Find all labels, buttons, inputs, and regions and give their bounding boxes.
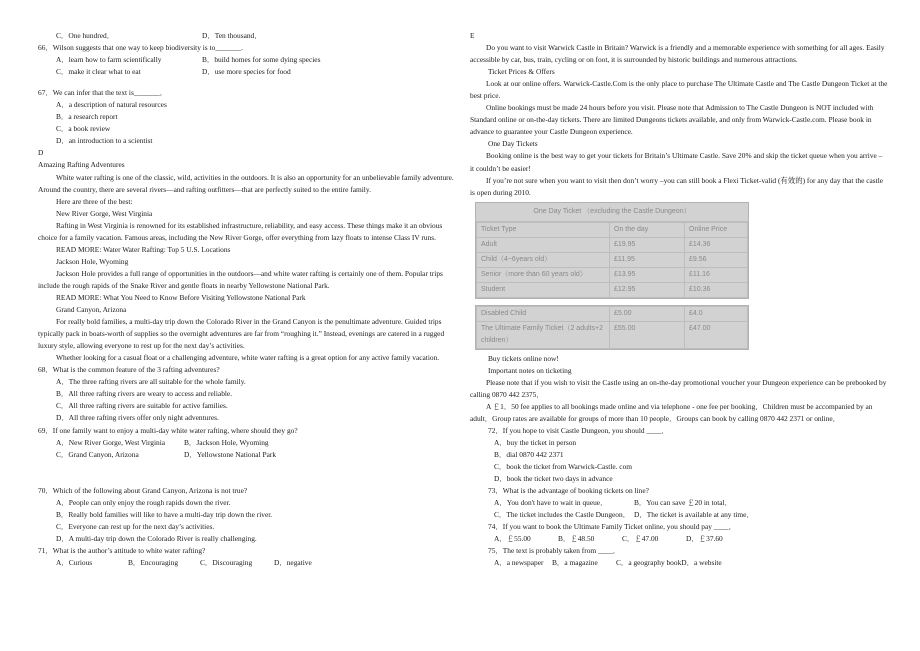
q69-option-b: B．Jackson Hole, Wyoming — [184, 437, 269, 447]
table-cell: Student — [477, 282, 610, 297]
q68-stem: 68．What is the common feature of the 3 rafting adventures? — [38, 365, 220, 375]
q75-option-cd: C．a geography bookD．a website — [616, 558, 722, 568]
q72-option-b: B．dial 0870 442 2371 — [494, 450, 564, 460]
q71-option-b: B．Encouraging — [128, 557, 179, 567]
left-column — [38, 30, 456, 569]
q66-option-a: A．learn how to farm scientifically — [56, 55, 162, 65]
q68-option-c: C．All three rafting rivers are suitable for active families. — [56, 401, 228, 411]
passage-paragraph: Booking online is the best way to get your tickets for Britain’s Ultimate Castle. Save 20% and skip the ticket queue when you arrive – it couldn’t be easier! — [470, 151, 883, 173]
table-cell: £19.95 — [610, 237, 685, 252]
q68-option-b: B．All three rafting rivers are weary to access and reliable. — [56, 389, 233, 399]
q67-option-c: C．a book review — [56, 124, 111, 134]
passage-paragraph: Whether looking for a casual float or a challenging adventure, white water rafting is a great option for any active family vacation. — [56, 353, 440, 363]
passage-subheading: Buy tickets online now! — [488, 353, 559, 363]
q70-option-d: D．A multi-day trip down the Colorado River is really challenging. — [56, 533, 257, 543]
q69-options-ab — [38, 437, 456, 449]
table-row — [477, 237, 748, 252]
table-cell: £5.00 — [610, 306, 685, 321]
table-cell: Disabled Child — [477, 306, 610, 321]
passage-paragraph: For really bold families, a multi-day trip down the Colorado River in the Grand Canyon is the penultimate adventure. Guided trips typically pack in boats-worth of supplies so the overnight adventures are far from “roughing it.” Instead, evenings are catered in a rugged luxury style, allowing everyone to rest up for the next day’s activities. — [38, 317, 445, 351]
passage-paragraph: Online bookings must be made 24 hours before you visit. Please note that Admission to The Castle Dungeon is NOT included with Standard online or on-the-day tickets. There are limited Dungeons tickets available, and only from Warwick-Castle.com. Please book in advance to guarantee your Castle Dungeon experience. — [470, 103, 874, 137]
passage-paragraph: Do you want to visit Warwick Castle in Britain? Warwick is a friendly and a memorable experience with something for all ages. Easily accessible by car, bus, train, cycling or on foot, it is surrounded by historic buildings and numerous attractions. — [470, 43, 885, 65]
ticket-table-extra — [476, 306, 748, 349]
ticket-price-table-extra — [475, 305, 749, 350]
table-header: Ticket Type — [477, 222, 610, 237]
right-column — [470, 30, 888, 570]
q67-option-d: D．an introduction to a scientist — [56, 136, 153, 146]
table-cell: £11.95 — [610, 252, 685, 267]
q69-option-c: C．Grand Canyon, Arizona — [56, 449, 139, 459]
q70-stem: 70．Which of the following about Grand Canyon, Arizona is not true? — [38, 485, 248, 495]
table-cell: £13.95 — [610, 267, 685, 282]
q70-option-b: B．Really bold families will like to have a multi-day trip down the river. — [56, 509, 273, 519]
q74-options — [470, 533, 888, 545]
q72-option-c: C．book the ticket from Warwick-Castle. com — [494, 462, 633, 472]
table-cell: £55.00 — [610, 321, 685, 348]
q74-option-d: D．￡37.60 — [686, 534, 723, 544]
q74-stem: 74．If you want to book the Ultimate Family Ticket online, you should pay ____． — [488, 522, 736, 532]
q73-option-d: D．The ticket is available at any time． — [634, 510, 754, 520]
q66-option-d: D．use more species for food — [202, 67, 291, 77]
q72-option-d: D．book the ticket two days in advance — [494, 474, 613, 484]
q67-option-b: B．a research report — [56, 112, 118, 122]
passage-paragraph: Here are three of the best: — [56, 196, 133, 206]
q73-option-b: B．You can save ￡20 in total． — [634, 498, 732, 508]
passage-letter: D — [38, 148, 44, 158]
read-more-line: READ MORE: Water Water Rafting: Top 5 U.S. Locations — [56, 244, 231, 254]
passage-letter: E — [470, 31, 475, 40]
q69-option-d: D．Yellowstone National Park — [184, 449, 277, 459]
read-more-line: READ MORE: What You Need to Know Before Visiting Yellowstone National Park — [56, 292, 306, 302]
table-cell: Adult — [477, 237, 610, 252]
q72-option-a: A．buy the ticket in person — [494, 437, 577, 447]
table-header: Online Price — [685, 222, 748, 237]
table-cell: £47.00 — [685, 321, 748, 348]
ticket-price-table — [475, 202, 749, 299]
q67-option-a: A．a description of natural resources — [56, 100, 167, 110]
table-cell: £10.36 — [685, 282, 748, 297]
passage-paragraph: A ￡1．50 fee applies to all bookings made online and via telephone - one fee per booking．Children must be accompanied by an adult．Group rates are available for groups of more than 10 people．Groups can book by calling 0870 442 2371 or online． — [470, 401, 873, 423]
q73-options-ab — [470, 497, 888, 509]
table-row — [477, 282, 748, 297]
passage-paragraph: If you’re not sure when you want to visit then don’t worry –you can still book a Flexi Ticket-valid (有效的) for any day that the castle is open during 2010. — [470, 175, 884, 197]
table-cell: £9.56 — [685, 252, 748, 267]
q74-option-c: C．￡47.00 — [622, 534, 659, 544]
table-cell: Senior（more than 60 years old） — [477, 267, 610, 282]
table-header: On the day — [610, 222, 685, 237]
q67-stem: 67．We can infer that the text is_______． — [38, 88, 168, 98]
table-caption: One Day Ticket （excluding the Castle Dungeon） — [476, 203, 748, 222]
passage-subheading: Important notes on ticketing — [488, 365, 572, 375]
option-d: D．Ten thousand． — [202, 31, 262, 40]
passage-paragraph: Jackson Hole provides a full range of opportunities in the outdoors—and white water rafting is certainly one of them. Popular trips include the rough rapids of the Snake River and gentle floats in nearby Yellowstone National Park. — [38, 268, 443, 290]
table-cell: £12.95 — [610, 282, 685, 297]
table-row — [477, 321, 748, 348]
passage-paragraph: White water rafting is one of the classic, wild, activities in the outdoors. It is also an opportunity for an unbelievable family adventure. Around the country, there are several rivers—and rafting outfitters—that are perfectly suited to the entire family. — [38, 172, 454, 194]
passage-subheading: Ticket Prices & Offers — [488, 67, 555, 77]
q70-option-c: C．Everyone can rest up for the next day’s activities. — [56, 521, 215, 531]
q69-option-a: A．New River Gorge, West Virginia — [56, 437, 166, 447]
table-row — [477, 306, 748, 321]
table-cell: £4.0 — [685, 306, 748, 321]
q71-option-a: A．Curious — [56, 557, 93, 567]
q73-option-a: A．You don't have to wait in queue． — [494, 498, 608, 508]
q68-option-a: A．The three rafting rivers are all suitable for the whole family. — [56, 377, 246, 387]
passage-paragraph: Rafting in West Virginia is renowned for its established infrastructure, reliability, and easy access. These things make it an obvious choice for a family vacation. Famous areas, including the New River Gorge, offer everything from lazy floats to intense Class IV runs. — [38, 220, 443, 242]
table-cell: Child（4~6years old） — [477, 252, 610, 267]
blank-gap — [38, 461, 456, 485]
q71-stem: 71．What is the author’s attitude to white water rafting? — [38, 545, 206, 555]
passage-subheading: Grand Canyon, Arizona — [56, 305, 127, 315]
q70-option-a: A．People can only enjoy the rough rapids down the river. — [56, 497, 231, 507]
passage-paragraph: Look at our online offers. Warwick-Castle.Com is the only place to purchase The Ultimate Castle and The Castle Dungeon Ticket at the best price. — [470, 79, 888, 101]
ticket-table-main — [476, 222, 748, 298]
q75-option-b: B．a magazine — [552, 558, 598, 568]
q75-options — [470, 557, 888, 569]
option-c: C．One hundred． — [56, 31, 115, 40]
table-cell: £14.36 — [685, 237, 748, 252]
q72-stem: 72．If you hope to visit Castle Dungeon, you should ____． — [488, 425, 669, 435]
q73-options-cd — [470, 509, 888, 521]
table-cell: The Ultimate Family Ticket（2 adults+2 children） — [477, 321, 610, 348]
table-row — [477, 267, 748, 282]
passage-title: Amazing Rafting Adventures — [38, 160, 125, 170]
q68-option-d: D．All three rafting rivers offer only night adventures. — [56, 413, 219, 423]
q75-stem: 75．The text is probably taken from ____． — [488, 546, 621, 556]
passage-subheading: Jackson Hole, Wyoming — [56, 256, 129, 266]
q66-option-b: B．build homes for some dying species — [202, 55, 321, 65]
q69-options-cd — [38, 449, 456, 461]
passage-subheading: One Day Tickets — [488, 139, 538, 149]
q66-stem: 66．Wilson suggests that one way to keep biodiversity is to_______. — [38, 43, 243, 53]
q69-stem: 69．If one family want to enjoy a multi-day white water rafting, where should they go? — [38, 425, 298, 435]
q66-options-cd — [38, 66, 456, 78]
table-row — [477, 252, 748, 267]
q74-option-b: B．￡48.50 — [558, 534, 595, 544]
passage-subheading: New River Gorge, West Virginia — [56, 208, 153, 218]
q65-options-cd — [38, 30, 456, 42]
q71-option-d: D．negative — [274, 557, 312, 567]
q66-options-ab — [38, 54, 456, 66]
q71-options — [38, 557, 456, 569]
q75-option-a: A．a newspaper — [494, 558, 544, 568]
q66-option-c: C．make it clear what to eat — [56, 67, 141, 77]
q73-option-c: C．The ticket includes the Castle Dungeon． — [494, 510, 631, 520]
q74-option-a: A．￡55.00 — [494, 534, 531, 544]
q71-option-c: C．Discouraging — [200, 557, 253, 567]
table-cell: £11.16 — [685, 267, 748, 282]
q73-stem: 73．What is the advantage of booking tickets on line? — [488, 486, 649, 496]
passage-paragraph: Please note that if you wish to visit the Castle using an on-the-day promotional voucher your Dungeon experience can be prebooked by calling 0870 442 2375． — [470, 377, 887, 399]
table-header-row — [477, 222, 748, 237]
